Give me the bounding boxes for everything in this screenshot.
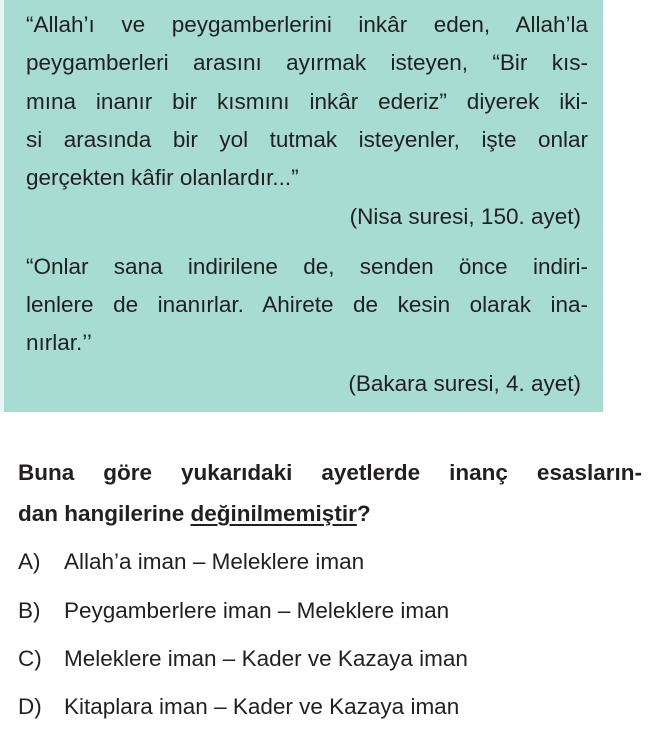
- option-b[interactable]: [18, 596, 449, 626]
- option-d-text: Kitaplara iman – Kader ve Kazaya iman: [64, 694, 460, 719]
- question-prefix: dan hangilerine: [18, 501, 191, 526]
- quote2-line-2: lenlere de inanırlar. Ahirete de kesin olarak ina-: [26, 292, 588, 317]
- option-a-letter: A): [18, 549, 41, 574]
- quote1-source: (Nisa suresi, 150. ayet): [349, 204, 581, 229]
- option-c[interactable]: [18, 644, 468, 674]
- quote1-line-1: “Allah’ı ve peygamberlerini inkâr eden, Allah’la: [26, 12, 588, 37]
- option-c-text: Meleklere iman – Kader ve Kazaya iman: [64, 646, 468, 671]
- quote2-source: (Bakara suresi, 4. ayet): [348, 371, 581, 396]
- quote2-line-1: “Onlar sana indirilene de, senden önce indiri-: [26, 254, 588, 279]
- question-line-1: Buna göre yukarıdaki ayetlerde inanç esasların-: [18, 460, 642, 485]
- option-b-letter: B): [18, 598, 41, 623]
- question-emphasis: değinilmemiştir: [190, 501, 357, 526]
- quote1-line-3: mına inanır bir kısmını inkâr ederiz” diyerek iki-: [26, 89, 588, 114]
- question-line-2: [18, 499, 371, 529]
- quote1-line-5: gerçekten kâfir olanlardır...”: [26, 165, 299, 190]
- quote1-line-2: peygamberleri arasını ayırmak isteyen, “Bir kıs-: [26, 50, 588, 75]
- option-a-text: Allah’a iman – Meleklere iman: [64, 549, 365, 574]
- option-d[interactable]: [18, 692, 459, 722]
- option-d-letter: D): [18, 694, 42, 719]
- option-a[interactable]: [18, 547, 364, 577]
- option-c-letter: C): [18, 646, 42, 671]
- option-b-text: Peygamberlere iman – Meleklere iman: [64, 598, 450, 623]
- quote2-line-3: nırlar.’’: [26, 330, 92, 355]
- question-suffix: ?: [356, 501, 371, 526]
- quote1-line-4: si arasında bir yol tutmak isteyenler, işte onlar: [26, 127, 588, 152]
